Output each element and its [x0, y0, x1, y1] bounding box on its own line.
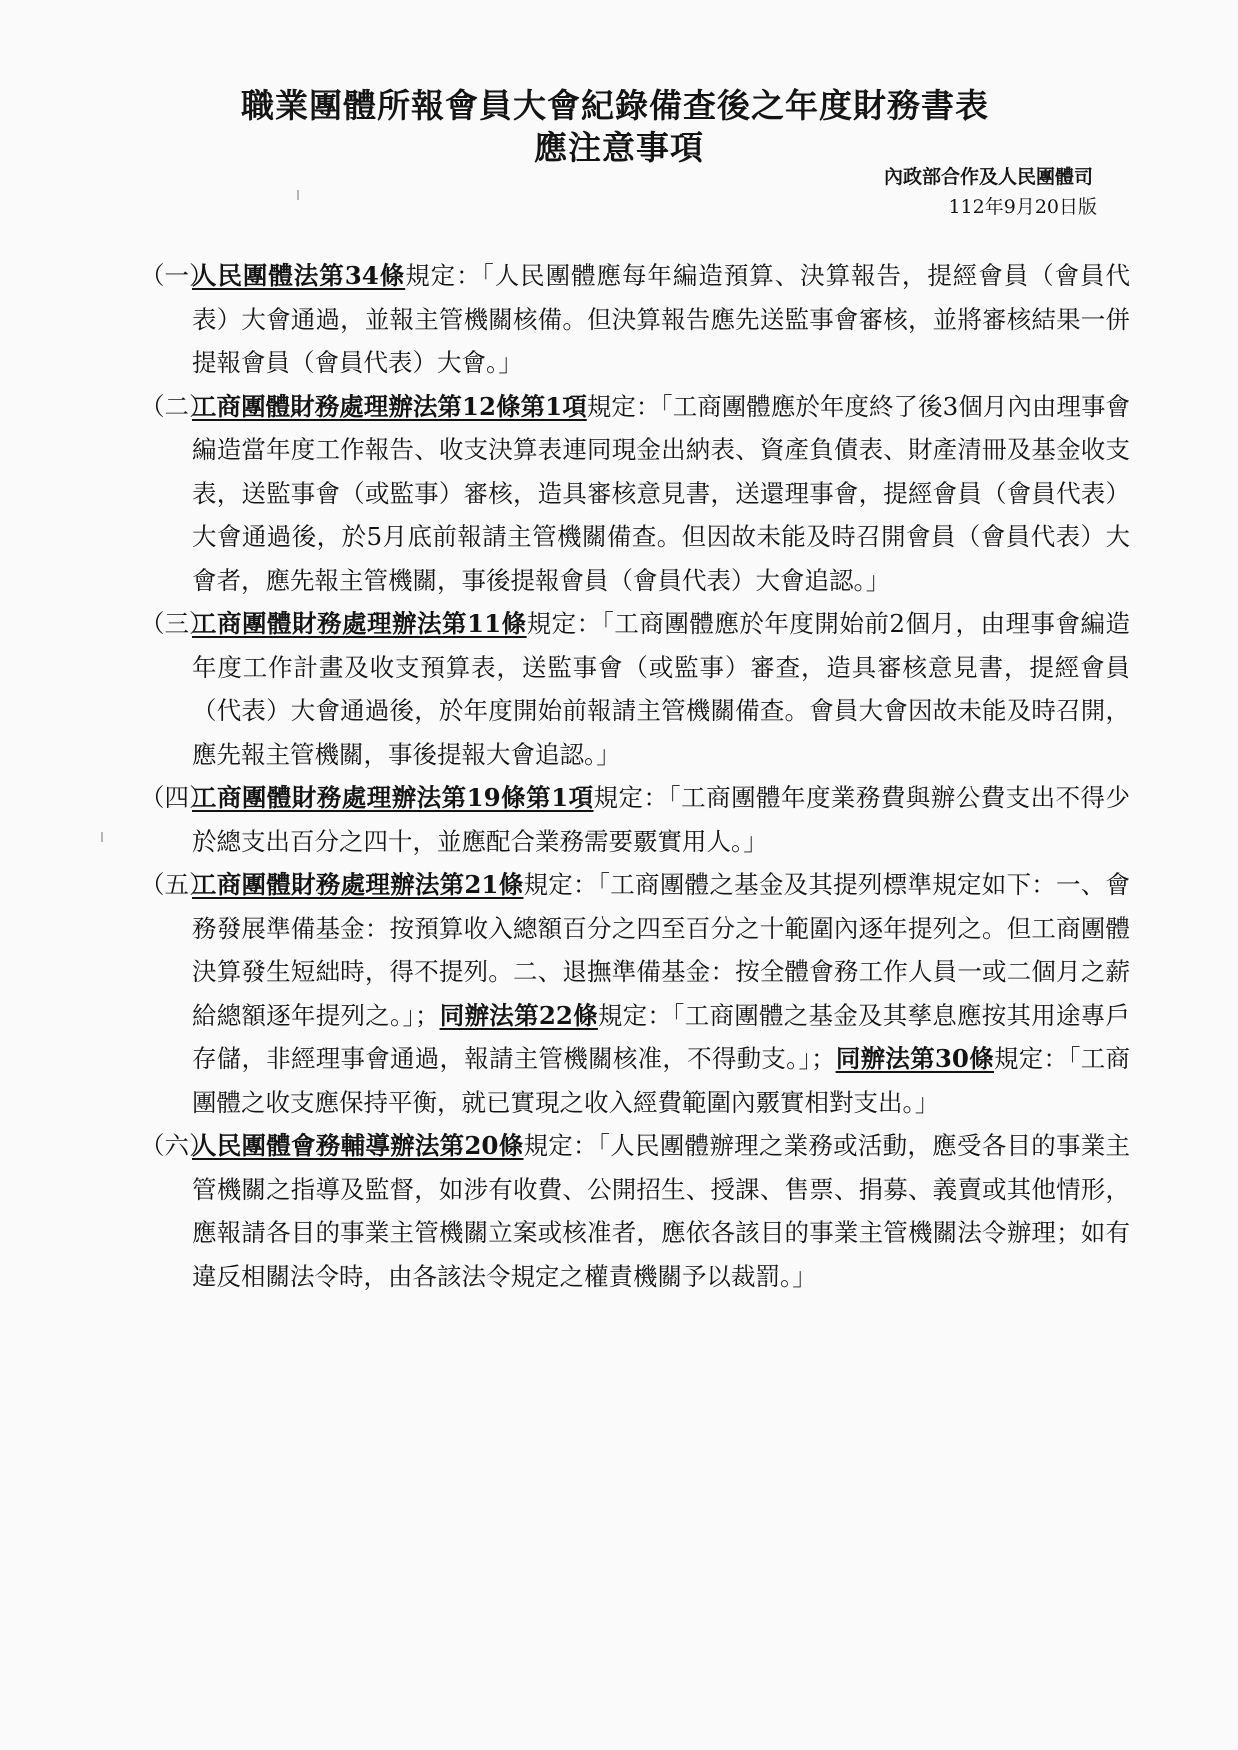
notice-item-4	[140, 776, 1130, 863]
document-subtitle: 應注意事項	[534, 128, 704, 167]
notice-list	[140, 254, 1130, 1298]
document-title: 職業團體所報會員大會紀錄備查後之年度財務書表	[241, 86, 989, 125]
law-reference-3: 同辦法第30條	[835, 1044, 994, 1073]
notice-item-3	[140, 602, 1130, 776]
item-number: （四）	[140, 783, 214, 812]
law-reference: 工商團體財務處理辦法第21條	[192, 870, 524, 899]
notice-item-5	[140, 863, 1130, 1124]
item-text: 規定：「人民團體辦理之業務或活動，應受各目的事業主管機關之指導及監督，如涉有收費、公開招生、授課、售票、捐募、義賣或其他情形，應報請各目的事業主管機關立案或核准者，應依各該目的事業主管機關法令辦理；如有違反相關法令時，由各該法令規定之權責機關予以裁罰。」	[192, 1131, 1131, 1291]
notice-item-2	[140, 385, 1130, 603]
item-text: 規定：「工商團體年度業務費與辦公費支出不得少於總支出百分之四十，並應配合業務需要覈實用人。」	[192, 783, 1131, 856]
law-reference: 工商團體財務處理辦法第11條	[192, 609, 527, 638]
scan-speck	[101, 832, 103, 842]
edition-date: 112年9月20日版	[948, 196, 1097, 218]
law-reference: 工商團體財務處理辦法第12條第1項	[192, 391, 587, 421]
item-text-3: 規定：「工商團體之收支應保持平衡，就已實現之收入經費範圍內覈實相對支出。」	[192, 1044, 1131, 1117]
item-text: 規定：「人民團體應每年編造預算、決算報告，提經會員（會員代表）大會通過，並報主管機關核備。但決算報告應先送監事會審核，並將審核結果一併提報會員（會員代表）大會。」	[192, 261, 1131, 377]
item-text: 規定：「工商團體之基金及其提列標準規定如下：一、會務發展準備基金：按預算收入總額百分之四至百分之十範圍內逐年提列之。但工商團體決算發生短絀時，得不提列。二、退撫準備基金：按全體會務工作人員一或二個月之薪給總額逐年提列之。」；	[192, 870, 1131, 1030]
item-number: （一）	[140, 261, 214, 290]
law-reference: 人民團體法第34條	[192, 261, 406, 290]
item-number: （五）	[140, 870, 214, 899]
issuing-agency: 內政部合作及人民團體司	[883, 166, 1093, 188]
notice-item-6	[140, 1124, 1130, 1298]
law-reference-2: 同辦法第22條	[439, 1000, 598, 1030]
law-reference: 人民團體會務輔導辦法第20條	[192, 1131, 524, 1160]
item-text: 規定：「工商團體應於年度開始前2個月，由理事會編造年度工作計畫及收支預算表，送監事會（或監事）審查，造具審核意見書，提經會員（代表）大會通過後，於年度開始前報請主管機關備查。會員大會因故未能及時召開，應先報主管機關，事後提報大會追認。」	[192, 609, 1131, 769]
item-number: （三）	[140, 609, 214, 638]
item-text: 規定：「工商團體應於年度終了後3個月內由理事會編造當年度工作報告、收支決算表連同現金出納表、資產負債表、財產清冊及基金收支表，送監事會（或監事）審核，造具審核意見書，送還理事會，提經會員（會員代表）大會通過後，於5月底前報請主管機關備查。但因故未能及時召開會員（會員代表）大會者，應先報主管機關，事後提報會員（會員代表）大會追認。」	[192, 391, 1130, 595]
scan-speck	[297, 190, 299, 200]
notice-item-1	[140, 254, 1130, 385]
item-number: （六）	[140, 1131, 214, 1160]
item-text-2: 規定：「工商團體之基金及其孳息應按其用途專戶存儲，非經理事會通過，報請主管機關核准，不得動支。」；	[192, 1000, 1131, 1073]
item-number: （二）	[140, 391, 214, 421]
law-reference: 工商團體財務處理辦法第19條第1項	[192, 783, 594, 812]
